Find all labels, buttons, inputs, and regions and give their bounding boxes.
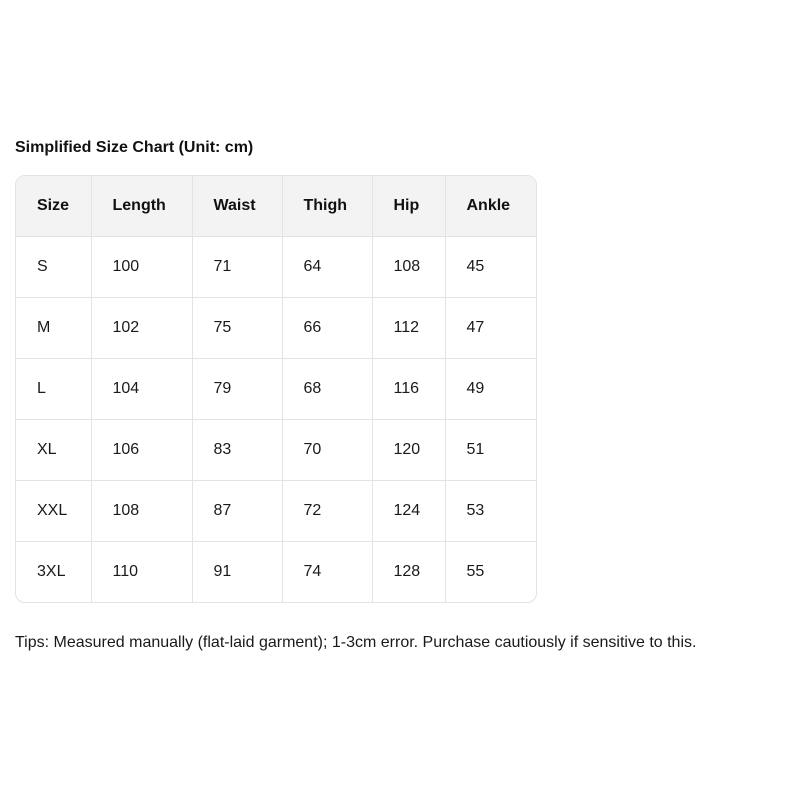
cell-thigh: 70: [282, 420, 372, 481]
cell-ankle: 45: [445, 237, 536, 298]
cell-size: M: [16, 298, 91, 359]
page-title: Simplified Size Chart (Unit: cm): [15, 139, 254, 156]
cell-ankle: 51: [445, 420, 536, 481]
cell-hip: 120: [372, 420, 445, 481]
cell-hip: 108: [372, 237, 445, 298]
cell-hip: 116: [372, 359, 445, 420]
cell-thigh: 64: [282, 237, 372, 298]
cell-waist: 71: [192, 237, 282, 298]
table-row: [16, 420, 536, 481]
table-header-row: [16, 176, 536, 237]
cell-length: 104: [91, 359, 192, 420]
cell-hip: 128: [372, 542, 445, 603]
cell-thigh: 68: [282, 359, 372, 420]
header-size: Size: [16, 176, 91, 237]
cell-thigh: 74: [282, 542, 372, 603]
cell-length: 102: [91, 298, 192, 359]
cell-length: 108: [91, 481, 192, 542]
cell-ankle: 49: [445, 359, 536, 420]
table-row: [16, 359, 536, 420]
cell-hip: 124: [372, 481, 445, 542]
cell-size: 3XL: [16, 542, 91, 603]
cell-waist: 79: [192, 359, 282, 420]
header-thigh: Thigh: [282, 176, 372, 237]
table-row: [16, 237, 536, 298]
cell-ankle: 47: [445, 298, 536, 359]
cell-size: L: [16, 359, 91, 420]
header-ankle: Ankle: [445, 176, 536, 237]
size-chart-table-container: [15, 175, 537, 603]
cell-size: S: [16, 237, 91, 298]
cell-waist: 75: [192, 298, 282, 359]
cell-waist: 83: [192, 420, 282, 481]
cell-size: XXL: [16, 481, 91, 542]
header-hip: Hip: [372, 176, 445, 237]
cell-length: 106: [91, 420, 192, 481]
cell-length: 110: [91, 542, 192, 603]
cell-length: 100: [91, 237, 192, 298]
table-row: [16, 298, 536, 359]
table-row: [16, 542, 536, 603]
measurement-tips: Tips: Measured manually (flat-laid garment); 1-3cm error. Purchase cautiously if sensitive to this.: [15, 634, 697, 651]
cell-waist: 91: [192, 542, 282, 603]
header-length: Length: [91, 176, 192, 237]
header-waist: Waist: [192, 176, 282, 237]
cell-size: XL: [16, 420, 91, 481]
cell-hip: 112: [372, 298, 445, 359]
size-chart-table: [16, 176, 536, 602]
table-row: [16, 481, 536, 542]
cell-ankle: 55: [466, 563, 485, 580]
cell-thigh: 72: [282, 481, 372, 542]
cell-ankle: 53: [445, 481, 536, 542]
cell-thigh: 66: [282, 298, 372, 359]
cell-waist: 87: [192, 481, 282, 542]
